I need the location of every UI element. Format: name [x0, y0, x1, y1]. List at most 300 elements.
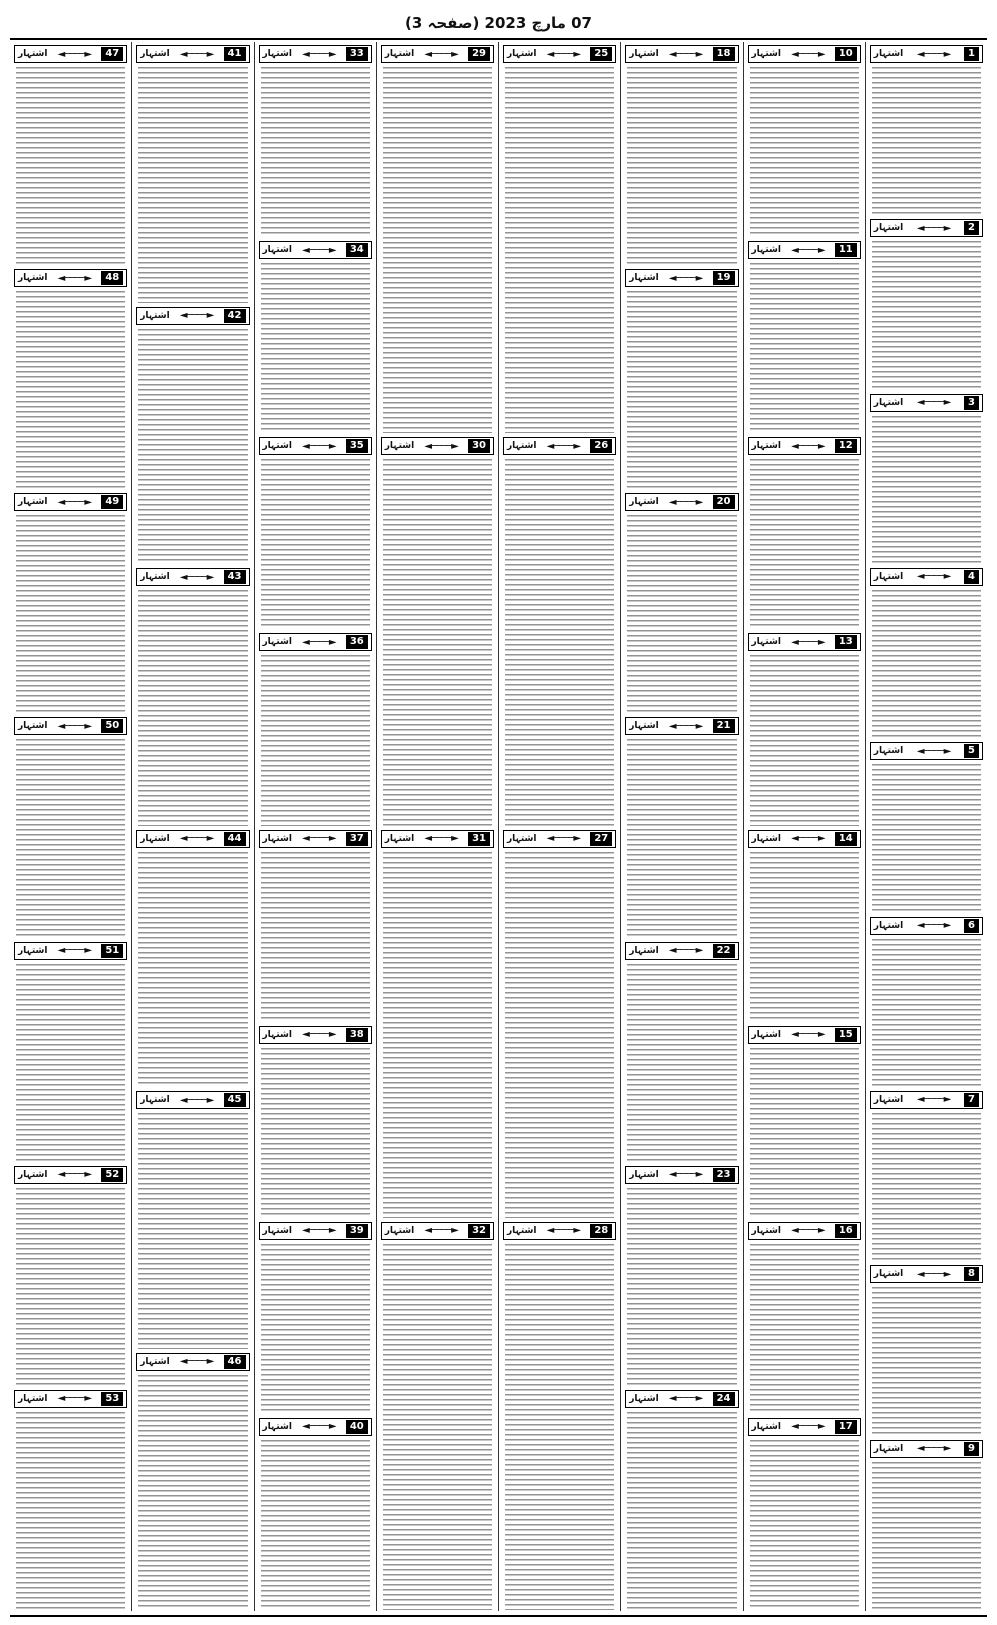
- notice-body-text: [872, 241, 981, 389]
- notice-number: 20: [713, 495, 735, 509]
- notice-body-text: [138, 67, 247, 303]
- notice-header-bar: [14, 269, 127, 287]
- double-arrow-icon: ◄────►: [179, 833, 214, 844]
- double-arrow-icon: ◄────►: [57, 945, 92, 957]
- notice-block: [870, 565, 983, 739]
- notice-number: 19: [713, 271, 735, 285]
- notice-label: اشتہار: [629, 273, 659, 284]
- notice-block: [748, 1023, 861, 1219]
- notice-block: [14, 266, 127, 490]
- notice-body-text: [505, 459, 614, 825]
- notice-body-text: [872, 1113, 981, 1261]
- notice-label: اشتہار: [262, 637, 292, 648]
- notice-header-bar: [381, 830, 494, 848]
- notice-number: 40: [346, 1420, 368, 1434]
- double-arrow-icon: ◄────►: [302, 440, 336, 452]
- notice-header-bar: [259, 633, 372, 651]
- notice-header-bar: [748, 241, 861, 259]
- notice-header-bar: [625, 717, 738, 735]
- notice-header-bar: [870, 45, 983, 63]
- notice-number: 18: [713, 47, 735, 61]
- notice-body-text: [261, 655, 370, 825]
- double-arrow-icon: ◄────►: [302, 1029, 336, 1041]
- notice-number: 26: [590, 439, 612, 453]
- notice-number: 28: [590, 1224, 612, 1238]
- notice-body-text: [16, 291, 125, 489]
- notice-number: 51: [101, 944, 123, 958]
- notice-body-text: [872, 67, 981, 215]
- notice-body-text: [138, 1113, 247, 1349]
- notice-number: 27: [590, 832, 612, 846]
- notice-number: 45: [224, 1093, 246, 1107]
- double-arrow-icon: ◄────►: [424, 833, 458, 844]
- notice-header-bar: [259, 45, 372, 63]
- double-arrow-icon: ◄────►: [546, 440, 581, 452]
- notice-block: [259, 42, 372, 238]
- notice-header-bar: [136, 568, 249, 586]
- notice-body-text: [872, 416, 981, 564]
- notice-label: اشتہار: [384, 1225, 415, 1236]
- double-arrow-icon: ◄────►: [916, 571, 951, 583]
- notice-body-text: [261, 1244, 370, 1414]
- double-arrow-icon: ◄────►: [916, 745, 951, 757]
- notice-header-bar: [870, 394, 983, 412]
- notice-body-text: [138, 1375, 247, 1611]
- notice-number: 39: [346, 1224, 368, 1238]
- notice-header-bar: [14, 45, 127, 63]
- notice-block: [625, 714, 738, 938]
- notice-block: [625, 42, 738, 266]
- notice-block: [381, 1219, 494, 1611]
- double-arrow-icon: ◄────►: [546, 1225, 581, 1237]
- notice-label: اشتہار: [140, 1356, 170, 1367]
- notice-header-bar: [625, 493, 738, 511]
- notice-label: اشتہار: [629, 721, 659, 732]
- notice-label: اشتہار: [18, 49, 48, 59]
- notice-label: اشتہار: [751, 1421, 781, 1432]
- notice-label: اشتہار: [751, 637, 781, 648]
- notice-label: اشتہار: [629, 945, 659, 956]
- notice-body-text: [872, 939, 981, 1087]
- notice-label: اشتہار: [873, 920, 904, 931]
- notice-number: 2: [964, 221, 979, 235]
- notice-header-bar: [14, 717, 127, 735]
- notice-header-bar: [503, 45, 616, 63]
- notice-header-bar: [870, 1265, 983, 1283]
- notice-header-bar: [625, 1390, 738, 1408]
- notice-block: [14, 1163, 127, 1387]
- notice-label: اشتہار: [873, 746, 904, 757]
- notice-number: 47: [101, 47, 123, 61]
- notice-number: 3: [964, 396, 979, 410]
- notice-block: [259, 827, 372, 1023]
- notice-block: [259, 630, 372, 826]
- notice-header-bar: [748, 45, 861, 63]
- notice-columns: [10, 42, 987, 1611]
- notice-block: [14, 714, 127, 938]
- notice-body-text: [261, 459, 370, 629]
- notice-label: اشتہار: [507, 1225, 537, 1236]
- notice-column: [865, 42, 987, 1611]
- notice-block: [503, 827, 616, 1219]
- notice-body-text: [872, 590, 981, 738]
- notice-label: اشتہار: [751, 49, 781, 59]
- notice-body-text: [627, 1188, 736, 1386]
- double-arrow-icon: ◄────►: [302, 1421, 336, 1433]
- notice-number: 34: [346, 243, 368, 257]
- notice-column: [376, 42, 498, 1611]
- double-arrow-icon: ◄────►: [302, 48, 336, 60]
- notice-body-text: [383, 852, 492, 1218]
- notice-body-text: [138, 329, 247, 565]
- notice-block: [503, 1219, 616, 1611]
- notice-block: [748, 630, 861, 826]
- notice-number: 7: [964, 1093, 979, 1107]
- notice-header-bar: [136, 1091, 249, 1109]
- notice-header-bar: [259, 1418, 372, 1436]
- double-arrow-icon: ◄────►: [916, 1268, 951, 1280]
- notice-number: 17: [835, 1420, 857, 1434]
- notice-number: 46: [224, 1355, 246, 1369]
- notice-label: اشتہار: [873, 1269, 904, 1280]
- notice-block: [381, 42, 494, 434]
- notice-header-bar: [503, 830, 616, 848]
- notice-column: [131, 42, 253, 1611]
- notice-label: اشتہار: [873, 223, 904, 234]
- notice-header-bar: [870, 742, 983, 760]
- double-arrow-icon: ◄────►: [57, 496, 92, 508]
- notice-block: [870, 739, 983, 913]
- notice-header-bar: [136, 45, 249, 63]
- notice-block: [625, 266, 738, 490]
- notice-block: [748, 1415, 861, 1611]
- notice-body-text: [750, 1244, 859, 1414]
- notice-number: 23: [713, 1168, 735, 1182]
- notice-number: 31: [468, 832, 490, 846]
- notice-block: [259, 1023, 372, 1219]
- notice-block: [259, 238, 372, 434]
- notice-header-bar: [870, 219, 983, 237]
- notice-label: اشتہار: [873, 49, 904, 59]
- double-arrow-icon: ◄────►: [179, 48, 214, 60]
- notice-block: [870, 1088, 983, 1262]
- notice-block: [381, 434, 494, 826]
- notice-column: [10, 42, 131, 1611]
- notice-column: [743, 42, 865, 1611]
- double-arrow-icon: ◄────►: [424, 440, 458, 452]
- double-arrow-icon: ◄────►: [791, 440, 825, 452]
- notice-number: 14: [835, 832, 857, 846]
- notice-number: 24: [713, 1392, 735, 1406]
- double-arrow-icon: ◄────►: [302, 636, 336, 648]
- notice-body-text: [505, 1244, 614, 1610]
- double-arrow-icon: ◄────►: [424, 48, 458, 60]
- notice-block: [870, 391, 983, 565]
- notice-number: 37: [346, 832, 368, 846]
- notice-label: اشتہار: [140, 572, 170, 582]
- notice-header-bar: [748, 1222, 861, 1240]
- notice-column: [254, 42, 376, 1611]
- double-arrow-icon: ◄────►: [546, 833, 581, 844]
- notice-block: [625, 1387, 738, 1611]
- notice-label: اشتہار: [751, 1029, 781, 1040]
- notice-body-text: [627, 1412, 736, 1610]
- notice-number: 32: [468, 1224, 490, 1238]
- notice-header-bar: [625, 45, 738, 63]
- notice-column: [620, 42, 742, 1611]
- notice-label: اشتہار: [873, 397, 904, 408]
- notice-body-text: [627, 739, 736, 937]
- notice-body-text: [872, 764, 981, 912]
- notice-block: [748, 1219, 861, 1415]
- double-arrow-icon: ◄────►: [546, 48, 581, 60]
- notice-header-bar: [748, 437, 861, 455]
- notice-header-bar: [136, 1353, 249, 1371]
- notice-number: 35: [346, 439, 368, 453]
- double-arrow-icon: ◄────►: [179, 1356, 214, 1367]
- notice-number: 48: [101, 271, 123, 285]
- notice-label: اشتہار: [140, 1095, 170, 1105]
- notice-label: اشتہار: [384, 833, 415, 844]
- notice-number: 12: [835, 439, 857, 453]
- notice-body-text: [750, 1440, 859, 1610]
- double-arrow-icon: ◄────►: [916, 1443, 951, 1455]
- notice-label: اشتہار: [629, 1169, 659, 1180]
- notice-header-bar: [748, 1418, 861, 1436]
- notice-block: [136, 565, 249, 827]
- notice-header-bar: [259, 830, 372, 848]
- notice-number: 13: [835, 635, 857, 649]
- notice-header-bar: [136, 307, 249, 325]
- notice-body-text: [261, 1048, 370, 1218]
- notice-label: اشتہار: [262, 1225, 292, 1236]
- notice-block: [625, 939, 738, 1163]
- notice-header-bar: [503, 437, 616, 455]
- notice-block: [625, 1163, 738, 1387]
- notice-block: [14, 1387, 127, 1611]
- notice-block: [870, 1437, 983, 1611]
- page-title: 07 مارچ 2023 (صفحہ 3): [405, 14, 592, 32]
- double-arrow-icon: ◄────►: [179, 1094, 214, 1106]
- notice-body-text: [16, 1188, 125, 1386]
- notice-number: 16: [835, 1224, 857, 1238]
- notice-label: اشتہار: [18, 273, 48, 284]
- notice-header-bar: [748, 1026, 861, 1044]
- double-arrow-icon: ◄────►: [57, 1393, 92, 1405]
- double-arrow-icon: ◄────►: [57, 48, 92, 60]
- notice-body-text: [383, 459, 492, 825]
- notice-number: 9: [964, 1442, 979, 1456]
- notice-block: [136, 1350, 249, 1612]
- notice-header-bar: [259, 241, 372, 259]
- notice-number: 41: [224, 47, 246, 61]
- notice-block: [14, 490, 127, 714]
- notice-label: اشتہار: [140, 49, 170, 59]
- notice-number: 8: [964, 1267, 979, 1281]
- notice-label: اشتہار: [751, 833, 781, 844]
- double-arrow-icon: ◄────►: [916, 920, 951, 932]
- notice-body-text: [750, 1048, 859, 1218]
- notice-label: اشتہار: [262, 49, 292, 59]
- notice-label: اشتہار: [384, 441, 415, 452]
- notice-block: [136, 304, 249, 566]
- notice-block: [748, 238, 861, 434]
- double-arrow-icon: ◄────►: [302, 833, 336, 844]
- notice-number: 22: [713, 944, 735, 958]
- notice-header-bar: [14, 493, 127, 511]
- double-arrow-icon: ◄────►: [179, 571, 214, 583]
- notice-block: [136, 1088, 249, 1350]
- notice-header-bar: [136, 830, 249, 848]
- double-arrow-icon: ◄────►: [424, 1225, 458, 1237]
- notice-column: [498, 42, 620, 1611]
- notice-block: [136, 827, 249, 1089]
- notice-number: 10: [835, 47, 857, 61]
- notice-label: اشتہار: [140, 833, 170, 844]
- notice-body-text: [750, 459, 859, 629]
- double-arrow-icon: ◄────►: [916, 222, 951, 234]
- notice-label: اشتہار: [751, 1225, 781, 1236]
- double-arrow-icon: ◄────►: [916, 397, 951, 409]
- notice-body-text: [872, 1287, 981, 1435]
- footer-divider: [10, 1615, 987, 1617]
- notice-number: 29: [468, 47, 490, 61]
- notice-header-bar: [259, 1222, 372, 1240]
- notice-header-bar: [381, 437, 494, 455]
- notice-label: اشتہار: [262, 1029, 292, 1040]
- notice-body-text: [16, 1412, 125, 1610]
- notice-label: اشتہار: [629, 497, 659, 508]
- notice-block: [870, 914, 983, 1088]
- notice-body-text: [627, 515, 736, 713]
- double-arrow-icon: ◄────►: [57, 272, 92, 284]
- double-arrow-icon: ◄────►: [791, 48, 825, 60]
- notice-header-bar: [625, 942, 738, 960]
- notice-number: 6: [964, 919, 979, 933]
- notice-block: [14, 42, 127, 266]
- notice-header-bar: [259, 437, 372, 455]
- notice-body-text: [16, 515, 125, 713]
- notice-label: اشتہار: [262, 245, 292, 256]
- notice-label: اشتہار: [262, 441, 292, 452]
- notice-body-text: [750, 655, 859, 825]
- double-arrow-icon: ◄────►: [668, 1393, 703, 1405]
- notice-block: [259, 434, 372, 630]
- notice-header-bar: [381, 1222, 494, 1240]
- notice-body-text: [16, 739, 125, 937]
- double-arrow-icon: ◄────►: [302, 1225, 336, 1237]
- notice-label: اشتہار: [18, 1169, 48, 1180]
- page-header: [10, 8, 987, 40]
- notice-number: 50: [101, 719, 123, 733]
- notice-number: 1: [964, 47, 979, 61]
- notice-header-bar: [14, 942, 127, 960]
- notice-number: 49: [101, 495, 123, 509]
- notice-body-text: [138, 852, 247, 1088]
- notice-number: 25: [590, 47, 612, 61]
- notice-body-text: [627, 67, 736, 265]
- double-arrow-icon: ◄────►: [791, 1029, 825, 1041]
- notice-block: [748, 42, 861, 238]
- notice-label: اشتہار: [140, 310, 170, 321]
- notice-number: 30: [468, 439, 490, 453]
- notice-body-text: [872, 1462, 981, 1610]
- notice-number: 36: [346, 635, 368, 649]
- notice-number: 11: [835, 243, 857, 257]
- notice-header-bar: [625, 1166, 738, 1184]
- notice-header-bar: [503, 1222, 616, 1240]
- notice-label: اشتہار: [18, 721, 48, 732]
- double-arrow-icon: ◄────►: [916, 1094, 951, 1106]
- notice-label: اشتہار: [507, 833, 537, 844]
- notice-label: اشتہار: [18, 945, 48, 956]
- notice-body-text: [261, 1440, 370, 1610]
- notice-number: 44: [224, 832, 246, 846]
- notice-body-text: [261, 263, 370, 433]
- notice-block: [259, 1219, 372, 1415]
- double-arrow-icon: ◄────►: [57, 720, 92, 732]
- notice-body-text: [16, 67, 125, 265]
- notice-block: [503, 42, 616, 434]
- notice-body-text: [750, 263, 859, 433]
- notice-label: اشتہار: [873, 571, 904, 582]
- double-arrow-icon: ◄────►: [179, 310, 214, 321]
- double-arrow-icon: ◄────►: [791, 833, 825, 844]
- notice-header-bar: [870, 917, 983, 935]
- notice-label: اشتہار: [751, 441, 781, 452]
- notice-label: اشتہار: [873, 1443, 904, 1454]
- double-arrow-icon: ◄────►: [57, 1169, 92, 1181]
- notice-label: اشتہار: [18, 1393, 48, 1404]
- notice-header-bar: [870, 1091, 983, 1109]
- notice-label: اشتہار: [262, 833, 292, 844]
- notice-block: [625, 490, 738, 714]
- notice-number: 42: [224, 309, 246, 323]
- notice-body-text: [383, 1244, 492, 1610]
- notice-number: 33: [346, 47, 368, 61]
- notice-label: اشتہار: [629, 1393, 659, 1404]
- notice-number: 52: [101, 1168, 123, 1182]
- notice-block: [381, 827, 494, 1219]
- double-arrow-icon: ◄────►: [668, 496, 703, 508]
- double-arrow-icon: ◄────►: [916, 48, 951, 60]
- notice-header-bar: [870, 1440, 983, 1458]
- double-arrow-icon: ◄────►: [668, 48, 703, 60]
- notice-block: [14, 939, 127, 1163]
- notice-body-text: [505, 852, 614, 1218]
- notice-number: 15: [835, 1028, 857, 1042]
- double-arrow-icon: ◄────►: [791, 1421, 825, 1433]
- notice-header-bar: [14, 1166, 127, 1184]
- notice-block: [870, 216, 983, 390]
- notice-block: [259, 1415, 372, 1611]
- notice-number: 4: [964, 570, 979, 584]
- notice-body-text: [138, 590, 247, 826]
- notice-body-text: [627, 964, 736, 1162]
- notice-header-bar: [748, 830, 861, 848]
- notice-block: [870, 42, 983, 216]
- notice-number: 43: [224, 570, 246, 584]
- notice-label: اشتہار: [873, 1094, 904, 1105]
- notice-header-bar: [259, 1026, 372, 1044]
- double-arrow-icon: ◄────►: [668, 945, 703, 957]
- double-arrow-icon: ◄────►: [302, 244, 336, 256]
- notice-label: اشتہار: [507, 49, 537, 59]
- notice-body-text: [750, 852, 859, 1022]
- notice-block: [748, 434, 861, 630]
- notice-number: 38: [346, 1028, 368, 1042]
- notice-body-text: [750, 67, 859, 237]
